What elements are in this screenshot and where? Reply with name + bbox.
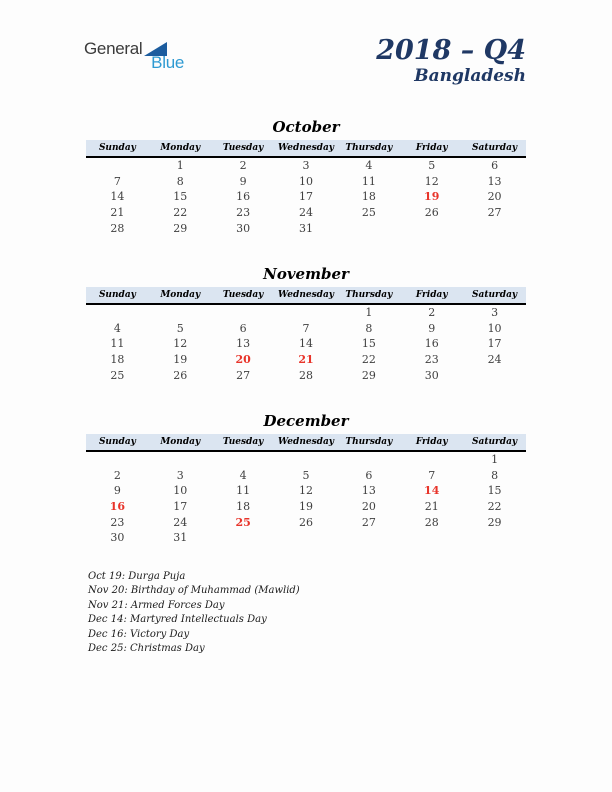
day-november-10: 10	[487, 321, 502, 335]
day-october-27: 27	[487, 206, 502, 220]
weekday-header-row	[86, 287, 526, 305]
day-november-22: 22	[361, 353, 376, 367]
weekday-header-tuesday: Tuesday	[222, 436, 264, 447]
day-december-10: 10	[173, 484, 188, 498]
holiday-note: Dec 14: Martyred Intellectuals Day	[88, 614, 267, 625]
weekday-header-tuesday: Tuesday	[222, 289, 264, 300]
weekday-header-monday: Monday	[160, 289, 201, 300]
day-december-16-holiday: 16	[109, 500, 126, 514]
months-container	[0, 119, 612, 546]
day-october-15: 15	[173, 190, 188, 204]
day-november-24: 24	[487, 353, 502, 367]
holiday-note: Nov 21: Armed Forces Day	[88, 599, 225, 611]
day-december-31: 31	[173, 531, 188, 545]
month-december	[86, 413, 526, 546]
day-october-28: 28	[110, 221, 125, 235]
day-november-11: 11	[110, 337, 125, 351]
day-november-25: 25	[110, 368, 125, 382]
weekday-header-thursday: Thursday	[345, 143, 393, 153]
day-october-8: 8	[176, 174, 184, 188]
day-december-17: 17	[173, 500, 188, 514]
day-november-4: 4	[113, 321, 121, 335]
day-october-9: 9	[239, 174, 247, 188]
week-row	[86, 158, 526, 174]
day-october-20: 20	[487, 190, 502, 204]
day-december-24: 24	[173, 515, 188, 529]
day-december-1: 1	[491, 453, 499, 467]
day-december-26: 26	[298, 515, 313, 529]
day-november-26: 26	[173, 368, 188, 382]
week-row	[86, 336, 526, 352]
day-november-15: 15	[361, 337, 376, 351]
logo-text-general: General	[84, 39, 143, 58]
day-november-18: 18	[110, 353, 125, 367]
day-december-18: 18	[236, 500, 251, 514]
week-row	[86, 205, 526, 221]
day-december-29: 29	[487, 515, 502, 529]
holiday-notes	[88, 570, 612, 657]
day-november-6: 6	[239, 321, 247, 335]
day-october-13: 13	[487, 174, 502, 188]
day-november-16: 16	[424, 337, 439, 351]
day-november-28: 28	[298, 368, 313, 382]
day-october-5: 5	[428, 159, 436, 173]
day-november-20-holiday: 20	[235, 353, 251, 367]
weekday-header-wednesday: Wednesday	[277, 143, 335, 153]
weekday-header-saturday: Saturday	[472, 143, 518, 153]
day-december-2: 2	[113, 468, 121, 482]
week-row	[86, 189, 526, 205]
day-november-2: 2	[428, 306, 436, 320]
day-december-23: 23	[110, 515, 125, 529]
holiday-note: Dec 25: Christmas Day	[88, 643, 205, 654]
day-november-19: 19	[173, 353, 188, 367]
week-row	[86, 220, 526, 236]
day-october-24: 24	[298, 206, 313, 220]
day-october-18: 18	[361, 190, 376, 204]
month-october	[86, 119, 526, 236]
week-row	[86, 321, 526, 337]
day-december-13: 13	[361, 484, 376, 498]
day-december-19: 19	[298, 500, 313, 514]
weekday-header-sunday: Sunday	[98, 289, 136, 300]
week-row	[86, 499, 526, 515]
holiday-note: Nov 20: Birthday of Muhammad (Mawlid)	[88, 585, 300, 596]
weekday-header-saturday: Saturday	[472, 289, 518, 300]
day-december-15: 15	[487, 484, 502, 498]
weekday-header-thursday: Thursday	[345, 289, 393, 300]
holiday-note: Oct 19: Durga Puja	[88, 570, 186, 582]
day-december-27: 27	[361, 515, 376, 529]
day-october-1: 1	[176, 159, 184, 173]
month-november	[86, 266, 526, 383]
weekday-header-sunday: Sunday	[98, 143, 136, 153]
day-october-12: 12	[424, 174, 439, 188]
day-october-6: 6	[491, 159, 499, 173]
day-november-3: 3	[491, 306, 499, 320]
week-row	[86, 174, 526, 190]
day-november-21-holiday: 21	[298, 353, 314, 367]
page-header	[0, 0, 612, 119]
day-october-2: 2	[239, 159, 247, 173]
day-december-11: 11	[236, 484, 251, 498]
quarter-title: 2018 – Q4	[376, 35, 526, 66]
week-row	[86, 530, 526, 546]
week-row	[86, 468, 526, 484]
day-november-23: 23	[424, 353, 439, 367]
day-october-30: 30	[236, 221, 251, 235]
day-november-7: 7	[302, 321, 310, 335]
day-november-8: 8	[365, 321, 373, 335]
week-row	[86, 514, 526, 530]
day-october-14: 14	[110, 190, 125, 204]
day-december-3: 3	[176, 468, 184, 482]
day-november-29: 29	[361, 368, 376, 382]
weekday-header-friday: Friday	[415, 143, 448, 153]
day-december-12: 12	[298, 484, 313, 498]
day-october-16: 16	[236, 190, 251, 204]
day-october-26: 26	[424, 206, 439, 220]
weekday-header-friday: Friday	[415, 289, 448, 300]
weekday-header-wednesday: Wednesday	[277, 436, 335, 447]
weekday-header-row	[86, 140, 526, 158]
logo-text-blue: Blue	[151, 53, 184, 72]
weekday-header-thursday: Thursday	[345, 436, 393, 447]
weekday-header-row	[86, 434, 526, 452]
day-october-25: 25	[361, 206, 376, 220]
day-october-29: 29	[173, 221, 188, 235]
day-december-21: 21	[424, 500, 439, 514]
day-december-25-holiday: 25	[235, 515, 251, 529]
weekday-header-monday: Monday	[160, 436, 201, 447]
month-title-november: November	[263, 264, 349, 283]
day-december-30: 30	[110, 531, 125, 545]
day-december-9: 9	[113, 484, 121, 498]
day-october-4: 4	[365, 159, 373, 173]
day-october-31: 31	[298, 221, 313, 235]
day-december-5: 5	[302, 468, 310, 482]
week-row	[86, 367, 526, 383]
day-december-6: 6	[365, 468, 373, 482]
day-december-4: 4	[239, 468, 247, 482]
day-december-20: 20	[361, 500, 376, 514]
day-october-11: 11	[361, 174, 376, 188]
week-row	[86, 305, 526, 321]
weekday-header-saturday: Saturday	[472, 436, 518, 447]
holiday-note: Dec 16: Victory Day	[88, 628, 190, 640]
day-october-22: 22	[173, 206, 188, 220]
day-october-17: 17	[298, 190, 313, 204]
day-december-8: 8	[491, 468, 499, 482]
day-december-22: 22	[487, 500, 502, 514]
day-december-14-holiday: 14	[424, 484, 440, 498]
region-subtitle: Bangladesh	[414, 66, 526, 87]
weekday-header-sunday: Sunday	[98, 436, 136, 447]
day-december-28: 28	[424, 515, 439, 529]
day-october-19-holiday: 19	[424, 190, 440, 204]
day-october-21: 21	[110, 206, 125, 220]
title-block	[376, 36, 526, 87]
day-october-3: 3	[302, 159, 310, 173]
day-november-14: 14	[298, 337, 313, 351]
weekday-header-tuesday: Tuesday	[222, 143, 264, 153]
weekday-header-monday: Monday	[160, 143, 201, 153]
day-october-23: 23	[236, 206, 251, 220]
day-november-13: 13	[236, 337, 251, 351]
day-december-7: 7	[428, 468, 436, 482]
month-title-december: December	[263, 411, 349, 430]
day-october-10: 10	[298, 174, 313, 188]
weekday-header-wednesday: Wednesday	[277, 289, 335, 300]
day-november-9: 9	[428, 321, 436, 335]
day-november-17: 17	[487, 337, 502, 351]
day-november-1: 1	[365, 306, 373, 320]
month-title-october: October	[272, 118, 340, 136]
week-row	[86, 483, 526, 499]
week-row	[86, 352, 526, 368]
day-november-12: 12	[173, 337, 188, 351]
weekday-header-friday: Friday	[415, 436, 448, 447]
day-november-30: 30	[424, 368, 439, 382]
day-october-7: 7	[113, 174, 121, 188]
general-blue-logo	[84, 40, 185, 71]
day-november-27: 27	[236, 368, 251, 382]
week-row	[86, 452, 526, 468]
day-november-5: 5	[176, 321, 184, 335]
